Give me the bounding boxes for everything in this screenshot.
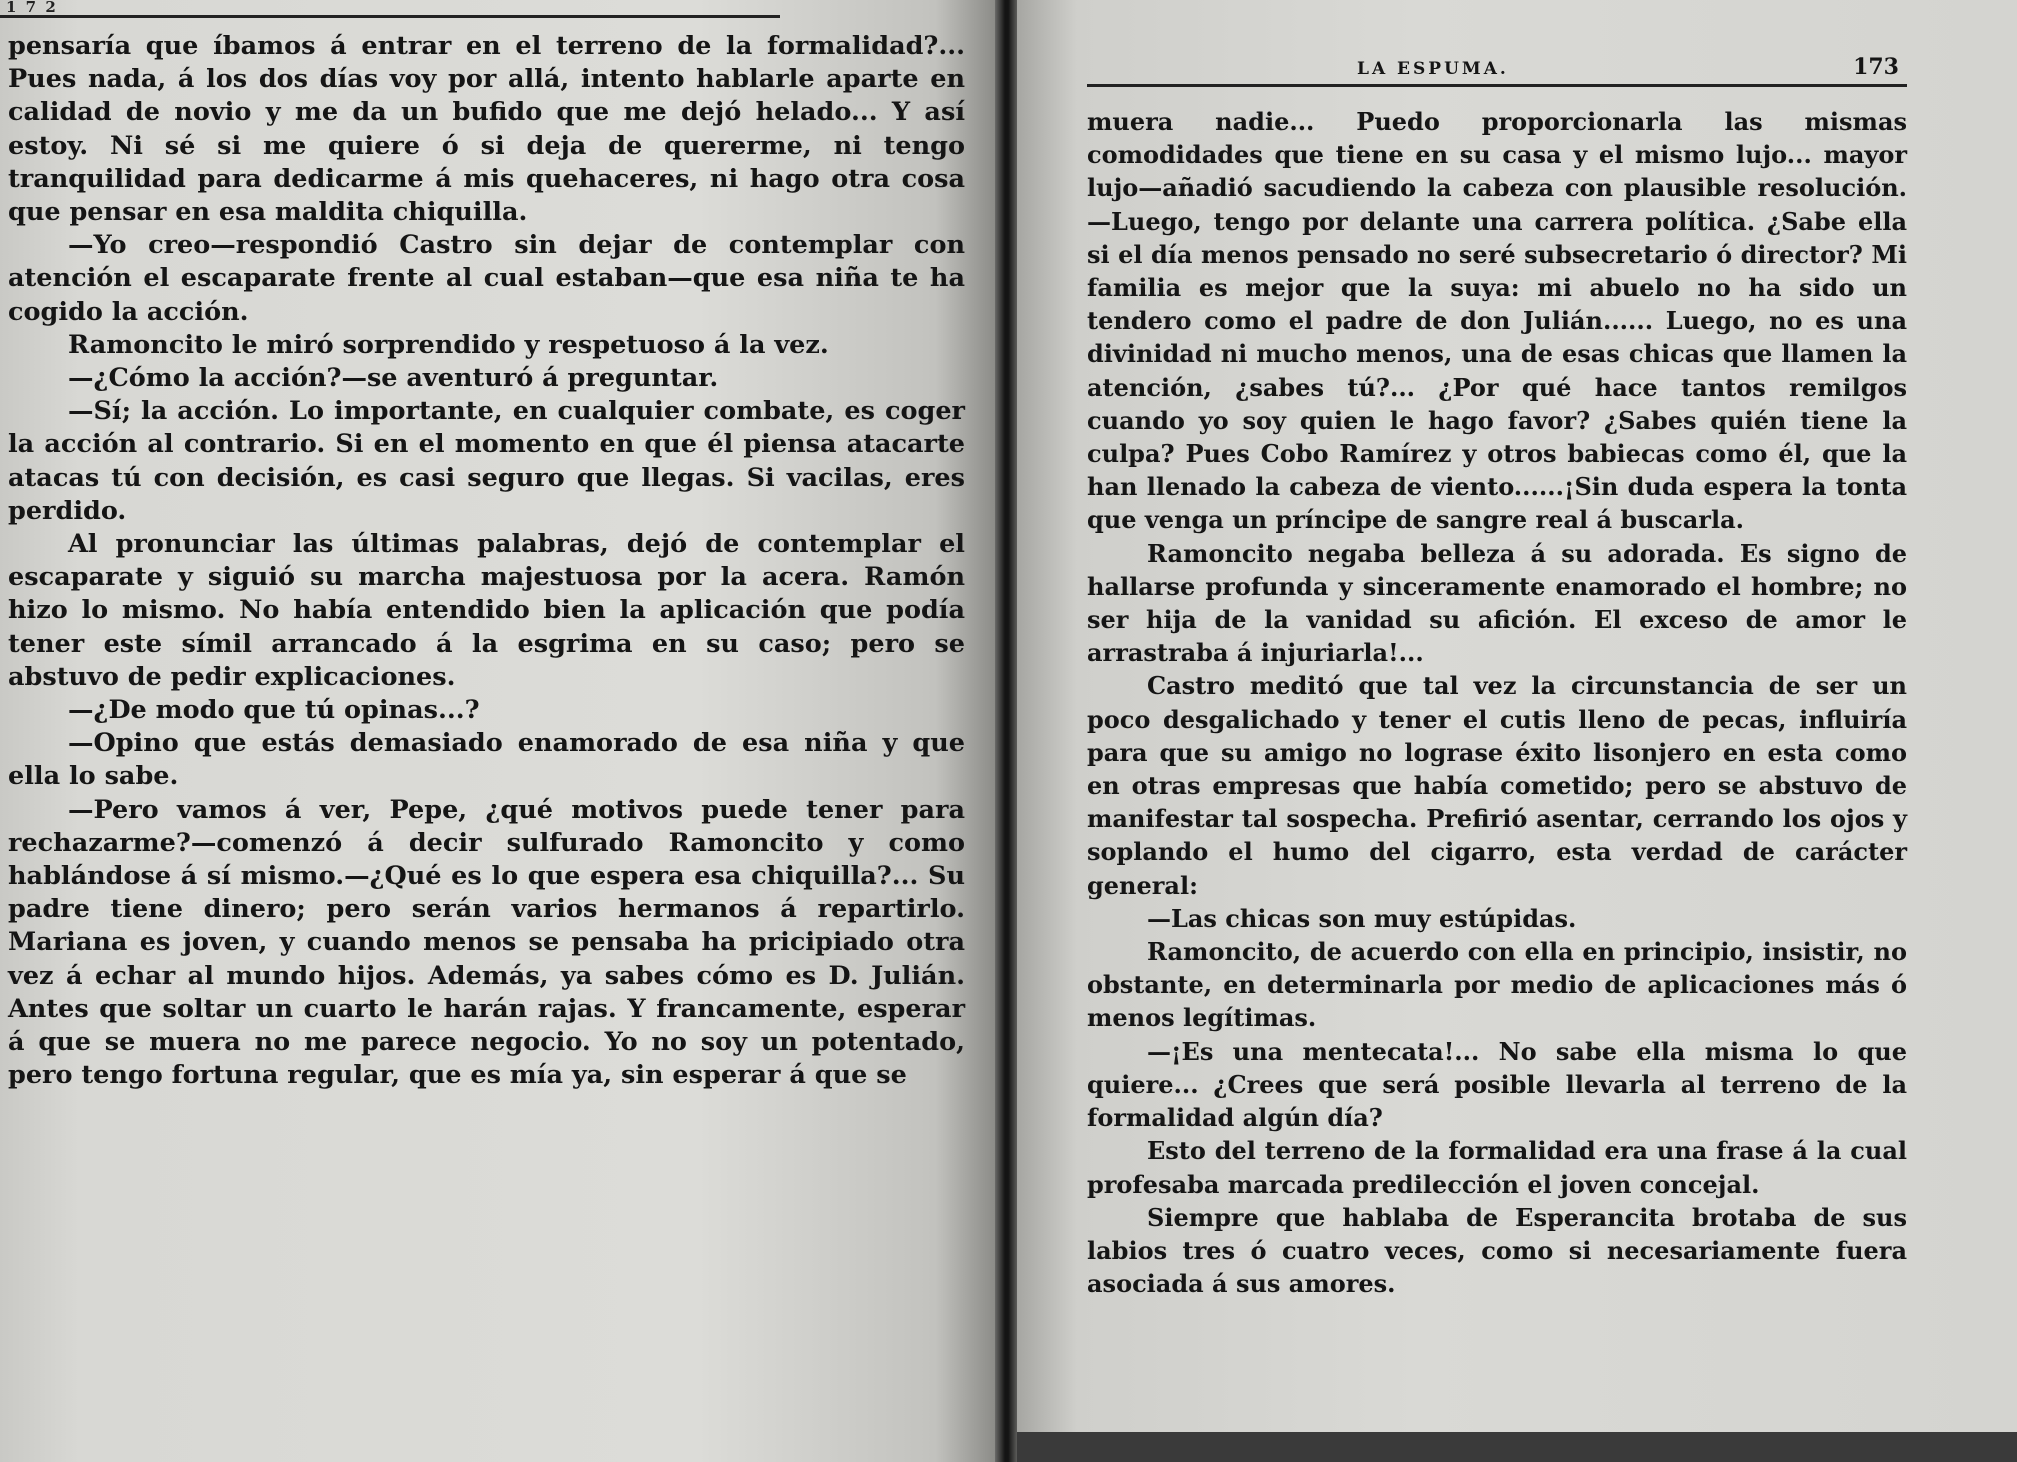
paragraph: —Las chicas son muy estúpidas. xyxy=(1147,903,1577,933)
paragraph: —¡Es una mentecata!... No sabe ella misma lo que quiere... ¿Crees que será posible llevarla al terreno de la formalidad algún día? xyxy=(1087,1036,1907,1133)
page-number: 173 xyxy=(1853,54,1899,80)
paragraph: Castro meditó que tal vez la circunstancia de ser un poco desgalichado y tener el cutis lleno de pecas, influiría para que su amigo no lograse éxito lisonjero en esta como en otras empresas que había cometido; pero se abstuvo de manifestar tal sospecha. Prefirió asentar, cerrando los ojos y soplando el humo del cigarro, esta verdad de carácter general: xyxy=(1087,671,1907,900)
paragraph: muera nadie... Puedo proporcionarla las mismas comodidades que tiene en su casa y el mismo lujo... mayor lujo—añadió sacudiendo la cabeza con plausible resolución.—Luego, tengo por delante una carrera política. ¿Sabe ella si el día menos pensado no seré subsecretario ó director? Mi familia es mejor que la suya: mi abuelo no ha sido un tendero como el padre de don Julián...... Luego, no es una divinidad ni mucho menos, una de esas chicas que llamen la atención, ¿sabes tú?... ¿Por qué hace tantos remilgos cuando yo soy quien le hago favor? ¿Sabes quién tiene la culpa? Pues Cobo Ramírez y otros babiecas como él, que la han llenado la cabeza de viento......¡Sin duda espera la tonta que venga un príncipe de sangre real á buscarla. xyxy=(1087,107,1907,535)
paragraph: —¿Cómo la acción?—se aventuró á preguntar. xyxy=(68,363,719,394)
running-head: LA ESPUMA. xyxy=(1357,59,1509,79)
paragraph: Ramoncito negaba belleza á su adorada. Es signo de hallarse profunda y sinceramente enamorado el hombre; no ser hija de la vanidad su afición. El exceso de amor le arrastraba á injuriarla!... xyxy=(1087,538,1907,668)
paragraph: —Yo creo—respondió Castro sin dejar de contemplar con atención el escaparate frente al cual estaban—que esa niña te ha cogido la acción. xyxy=(8,230,965,327)
paragraph: Al pronunciar las últimas palabras, dejó de contemplar el escaparate y siguió su marcha majestuosa por la acera. Ramón hizo lo mismo. No había entendido bien la aplicación que podía tener este símil arrancado á la esgrima en su caso; pero se abstuvo de pedir explicaciones. xyxy=(8,529,965,692)
scan-background-edge xyxy=(1017,1432,2017,1462)
left-page-body xyxy=(8,30,965,1093)
right-page-header xyxy=(1087,48,1907,87)
paragraph: —Opino que estás demasiado enamorado de esa niña y que ella lo sabe. xyxy=(8,728,965,792)
paragraph: —¿De modo que tú opinas...? xyxy=(68,695,480,726)
left-page-header-fragment: 1 7 2 xyxy=(0,0,780,18)
paragraph: —Sí; la acción. Lo importante, en cualquier combate, es coger la acción al contrario. Si en el momento en que él piensa atacarte atacas tú con decisión, es casi seguro que llegas. Si vacilas, eres perdido. xyxy=(8,396,965,526)
paragraph: —Pero vamos á ver, Pepe, ¿qué motivos puede tener para rechazarme?—comenzó á decir sulfurado Ramoncito y como hablándose á sí mismo.—¿Qué es lo que espera esa chiquilla?... Su padre tiene dinero; pero serán varios hermanos á repartirlo. Mariana es joven, y cuando menos se pensaba ha pricipiado otra vez á echar al mundo hijos. Además, ya sabes cómo es D. Julián. Antes que soltar un cuarto le harán rajas. Y francamente, esperar á que se muera no me parece negocio. Yo no soy un potentado, pero tengo fortuna regular, que es mía ya, sin esperar á que se xyxy=(8,794,965,1091)
paragraph: pensaría que íbamos á entrar en el terreno de la formalidad?... Pues nada, á los dos días voy por allá, intento hablarle aparte en calidad de novio y me da un bufido que me dejó helado... Y así estoy. Ni sé si me quiere ó si deja de quererme, ni tengo tranquilidad para dedicarme á mis quehaceres, ni hago otra cosa que pensar en esa maldita chiquilla. xyxy=(8,31,965,228)
paragraph: Siempre que hablaba de Esperancita brotaba de sus labios tres ó cuatro veces, como si necesariamente fuera asociada á sus amores. xyxy=(1087,1202,1907,1299)
right-page-body xyxy=(1087,105,1907,1300)
paragraph: Ramoncito, de acuerdo con ella en principio, insistir, no obstante, en determinarla por medio de aplicaciones más ó menos legítimas. xyxy=(1087,937,1907,1033)
left-page xyxy=(0,0,995,1462)
paragraph: Ramoncito le miró sorprendido y respetuoso á la vez. xyxy=(68,329,829,360)
right-page xyxy=(1017,0,2017,1432)
book-gutter xyxy=(995,0,1017,1462)
paragraph: Esto del terreno de la formalidad era una frase á la cual profesaba marcada predilección el joven concejal. xyxy=(1087,1136,1907,1199)
